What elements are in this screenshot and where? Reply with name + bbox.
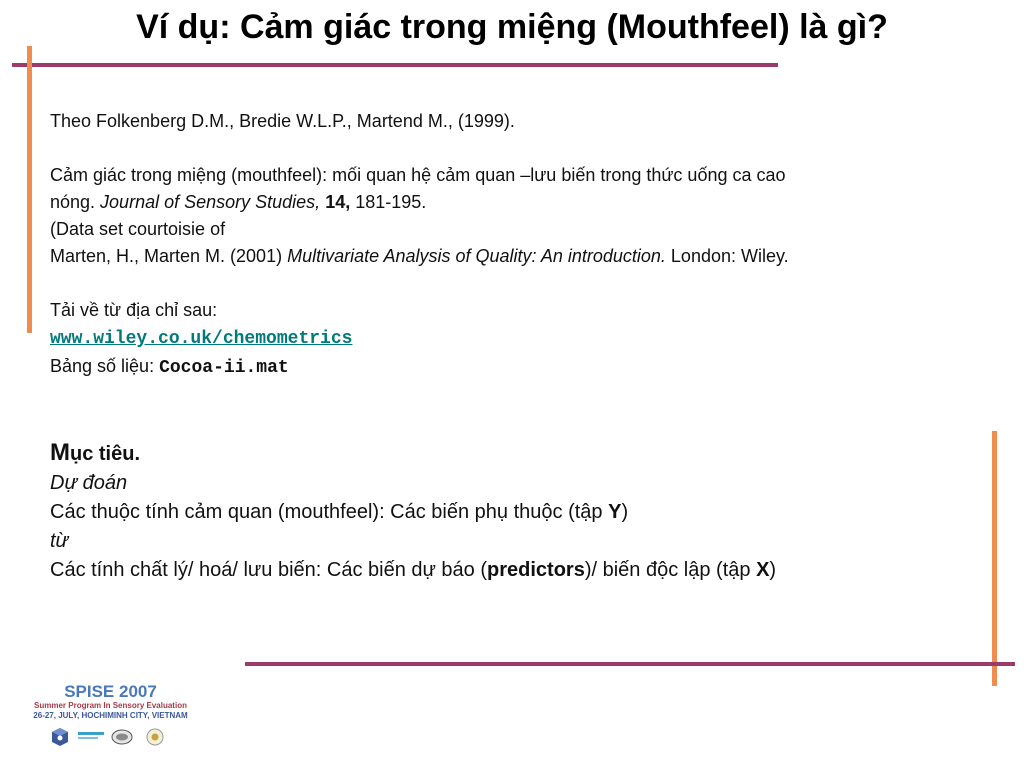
attributes-text: Các thuộc tính cảm quan (mouthfeel): Các biến phụ thuộc (tập — [50, 501, 609, 523]
journal-pages: 181-195. — [355, 192, 427, 212]
goal-heading-rest: ục tiêu. — [70, 443, 141, 465]
round-seal-icon — [147, 729, 163, 745]
goal-block — [50, 438, 1005, 585]
goal-heading-first: M — [50, 439, 70, 466]
citation-prefix: nóng. — [50, 192, 101, 212]
attributes-line — [50, 498, 1005, 527]
left-accent-bar — [27, 46, 32, 333]
y-set-label: Y — [608, 501, 622, 523]
attributes-close: ) — [621, 501, 629, 523]
book-citation — [50, 243, 1005, 270]
title-underline — [12, 63, 778, 67]
reference-block — [50, 108, 1005, 382]
book-authors: Marten, H., Marten M. (2001) — [50, 246, 288, 266]
download-link[interactable]: www.wiley.co.uk/chemometrics — [50, 329, 353, 349]
predictors-mid: )/ biến độc lập (tập — [584, 559, 757, 581]
dataset-credit: (Data set courtoisie of — [50, 219, 226, 239]
book-publisher: London: Wiley. — [665, 246, 789, 266]
citation-title: Cảm giác trong miệng (mouthfeel): mối quan hệ cảm quan –lưu biến trong thức uống ca cao — [50, 165, 786, 185]
footer-subtitle: Summer Program In Sensory Evaluation — [34, 701, 187, 710]
journal-volume: 14, — [325, 192, 351, 212]
footer-brand: SPISE 2007 — [64, 682, 157, 701]
predictors-close: ) — [769, 559, 777, 581]
slide-title: Ví dụ: Cảm giác trong miệng (Mouthfeel) là gì? — [136, 8, 888, 46]
footer-location: 26-27, JULY, HOCHIMINH CITY, VIETNAM — [33, 711, 188, 720]
predict-label: Dự đoán — [50, 472, 128, 494]
oval-emblem-icon — [112, 730, 132, 744]
citation-journal-line — [50, 189, 1005, 216]
predictors-word: predictors — [487, 559, 585, 581]
from-label: từ — [50, 530, 69, 552]
goal-heading — [50, 438, 1005, 469]
predictors-prefix: Các tính chất lý/ hoá/ lưu biến: Các biến dự báo ( — [50, 559, 488, 581]
bottom-divider-main — [245, 662, 1015, 666]
sponsor-wordmark-icon — [78, 732, 104, 739]
x-set-label: X — [756, 559, 770, 581]
predictors-line — [50, 556, 1005, 585]
journal-name: Journal of Sensory Studies, — [100, 192, 321, 212]
dataset-label: Bảng số liệu: — [50, 356, 160, 376]
footer-branding — [8, 682, 213, 720]
cube-logo-icon — [52, 728, 68, 746]
download-label: Tải về từ địa chỉ sau: — [50, 300, 218, 320]
sponsor-logos — [52, 726, 172, 748]
book-title: Multivariate Analysis of Quality: An introduction. — [287, 246, 666, 266]
dataset-file: Cocoa-ii.mat — [159, 358, 289, 378]
citation-authors: Theo Folkenberg D.M., Bredie W.L.P., Martend M., (1999). — [50, 111, 515, 131]
dataset-line — [50, 353, 1005, 382]
